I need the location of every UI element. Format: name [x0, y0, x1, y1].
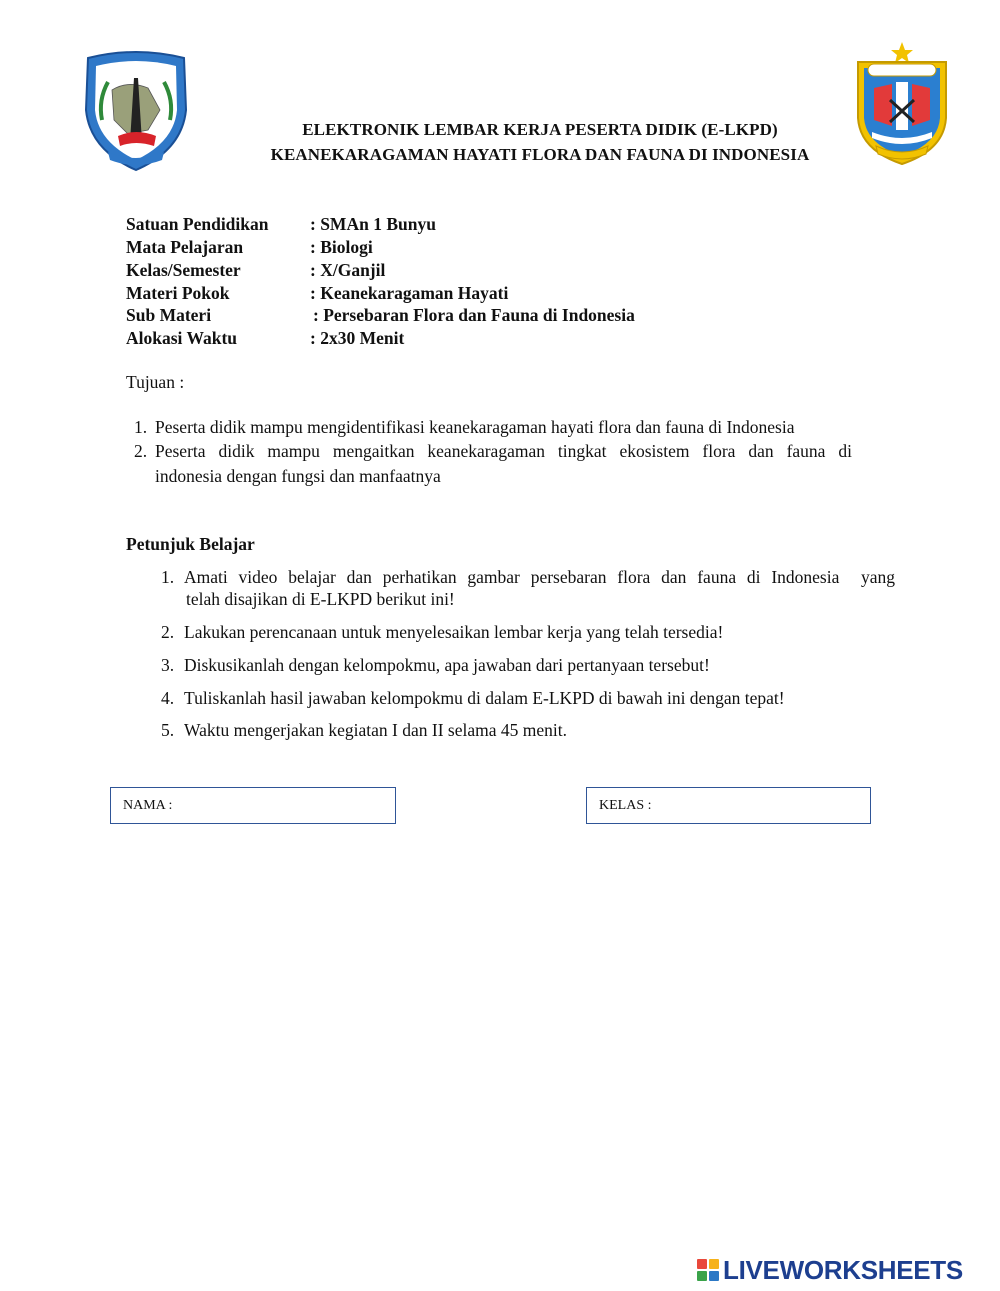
nama-label: NAMA : [123, 798, 173, 813]
list-item: Peserta didik mampu mengidentifikasi keanekaragaman hayati flora dan fauna di Indonesia [155, 417, 795, 437]
list-item: Amati video belajar dan perhatikan gambar persebaran flora dan fauna di Indonesia yang [184, 567, 895, 587]
info-label: Alokasi Waktu [126, 328, 238, 348]
list-item: Tuliskanlah hasil jawaban kelompokmu di dalam E-LKPD di bawah ini dengan tepat! [184, 688, 785, 708]
page-title: ELEKTRONIK LEMBAR KERJA PESERTA DIDIK (E-LKPD) [302, 120, 778, 139]
list-item: Waktu mengerjakan kegiatan I dan II selama 45 menit. [184, 720, 567, 740]
kelas-field[interactable] [586, 787, 871, 824]
list-item: Peserta didik mampu mengaitkan keanekaragaman tingkat ekosistem flora dan fauna di [155, 441, 852, 461]
list-number: 1. [134, 417, 148, 437]
info-value: : Persebaran Flora dan Fauna di Indonesia [313, 305, 635, 325]
list-item-continuation: indonesia dengan fungsi dan manfaatnya [155, 466, 441, 486]
list-item: Lakukan perencanaan untuk menyelesaikan lembar kerja yang telah tersedia! [184, 622, 724, 642]
info-label: Sub Materi [126, 305, 212, 325]
info-value: : SMAn 1 Bunyu [310, 214, 436, 234]
info-label: Mata Pelajaran [126, 237, 244, 257]
list-number: 2. [134, 441, 148, 461]
liveworksheets-brand [697, 1255, 963, 1285]
nama-field[interactable] [110, 787, 396, 824]
petunjuk-heading: Petunjuk Belajar [126, 534, 255, 554]
info-value: : X/Ganjil [310, 260, 386, 280]
info-value: : 2x30 Menit [310, 328, 405, 348]
info-label: Kelas/Semester [126, 260, 241, 280]
page-subtitle: KEANEKARAGAMAN HAYATI FLORA DAN FAUNA DI INDONESIA [270, 145, 810, 164]
list-number: 2. [161, 622, 175, 642]
tujuan-heading: Tujuan : [126, 372, 185, 392]
brand-text: LIVEWORKSHEETS [723, 1254, 963, 1285]
info-label: Satuan Pendidikan [126, 214, 269, 234]
kelas-label: KELAS : [599, 798, 652, 813]
list-number: 1. [161, 567, 175, 587]
info-label: Materi Pokok [126, 283, 230, 303]
list-item-continuation: telah disajikan di E-LKPD berikut ini! [186, 589, 455, 609]
liveworksheets-logo-icon [697, 1259, 719, 1281]
list-number: 4. [161, 688, 175, 708]
list-number: 5. [161, 720, 175, 740]
info-value: : Biologi [310, 237, 373, 257]
list-item: Diskusikanlah dengan kelompokmu, apa jawaban dari pertanyaan tersebut! [184, 655, 710, 675]
info-value: : Keanekaragaman Hayati [310, 283, 509, 303]
list-number: 3. [161, 655, 175, 675]
